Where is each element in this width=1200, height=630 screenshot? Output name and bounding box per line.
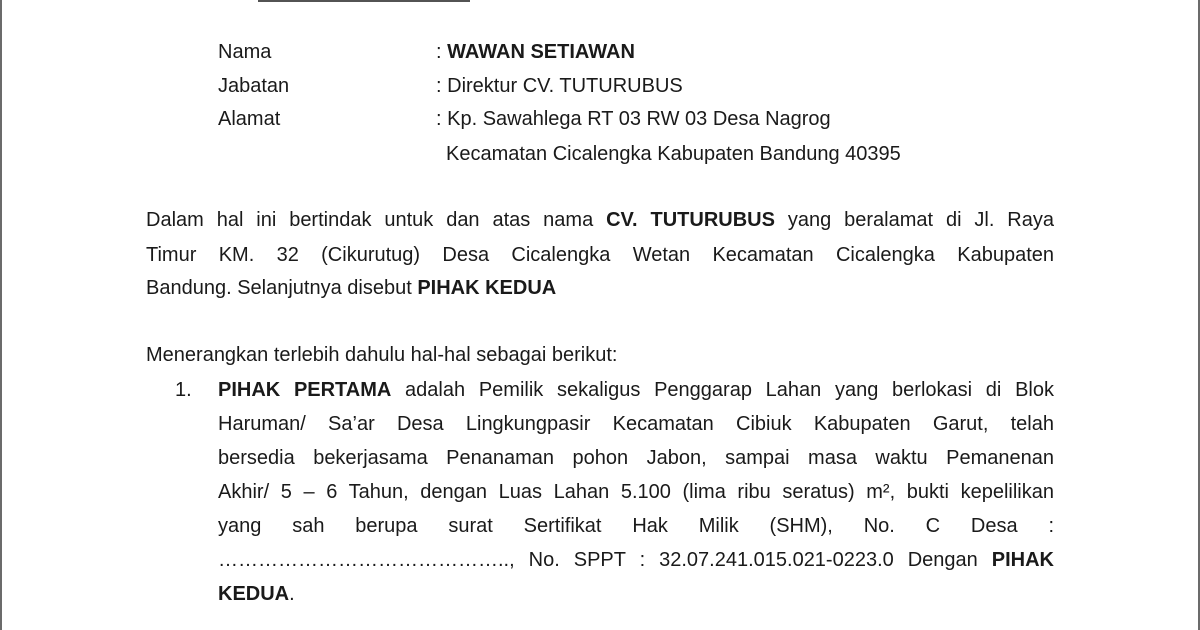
- item1-line1: PIHAK PERTAMA adalah Pemilik sekaligus Penggarap Lahan yang berlokasi di Blok: [218, 379, 1054, 401]
- list-item-number: 1.: [175, 379, 192, 401]
- item1-line4: Akhir/ 5 – 6 Tahun, dengan Luas Lahan 5.100 (lima ribu seratus) m², bukti kepelilikan: [218, 481, 1054, 503]
- para1-line3: Bandung. Selanjutnya disebut PIHAK KEDUA: [146, 277, 557, 299]
- nama-label: Nama: [218, 41, 272, 63]
- item1-line3: bersedia bekerjasama Penanaman pohon Jabon, sampai masa waktu Pemanenan: [218, 447, 1054, 469]
- cropped-text-line: [258, 0, 478, 6]
- alamat-value-line1: : Kp. Sawahlega RT 03 RW 03 Desa Nagrog: [436, 108, 831, 130]
- para2-intro: Menerangkan terlebih dahulu hal-hal sebagai berikut:: [146, 344, 618, 366]
- item1-line5: yang sah berupa surat Sertifikat Hak Milik (SHM), No. C Desa :: [218, 515, 1054, 537]
- alamat-value-line2: Kecamatan Cicalengka Kabupaten Bandung 40395: [446, 143, 901, 165]
- nama-value: : WAWAN SETIAWAN: [436, 41, 635, 63]
- page-border-left: [0, 0, 2, 630]
- item1-line2: Haruman/ Sa’ar Desa Lingkungpasir Kecamatan Cibiuk Kabupaten Garut, telah: [218, 413, 1054, 435]
- jabatan-label: Jabatan: [218, 75, 290, 97]
- para1-line1: Dalam hal ini bertindak untuk dan atas nama CV. TUTURUBUS yang beralamat di Jl. Raya: [146, 209, 1054, 231]
- item1-line6: …………………………………….., No. SPPT : 32.07.241.015.021-0223.0 Dengan PIHAK: [218, 549, 1054, 571]
- jabatan-value: : Direktur CV. TUTURUBUS: [436, 75, 683, 97]
- alamat-label: Alamat: [218, 108, 281, 130]
- item1-line7: KEDUA.: [218, 583, 295, 605]
- para1-line2: Timur KM. 32 (Cikurutug) Desa Cicalengka Wetan Kecamatan Cicalengka Kabupaten: [146, 244, 1054, 266]
